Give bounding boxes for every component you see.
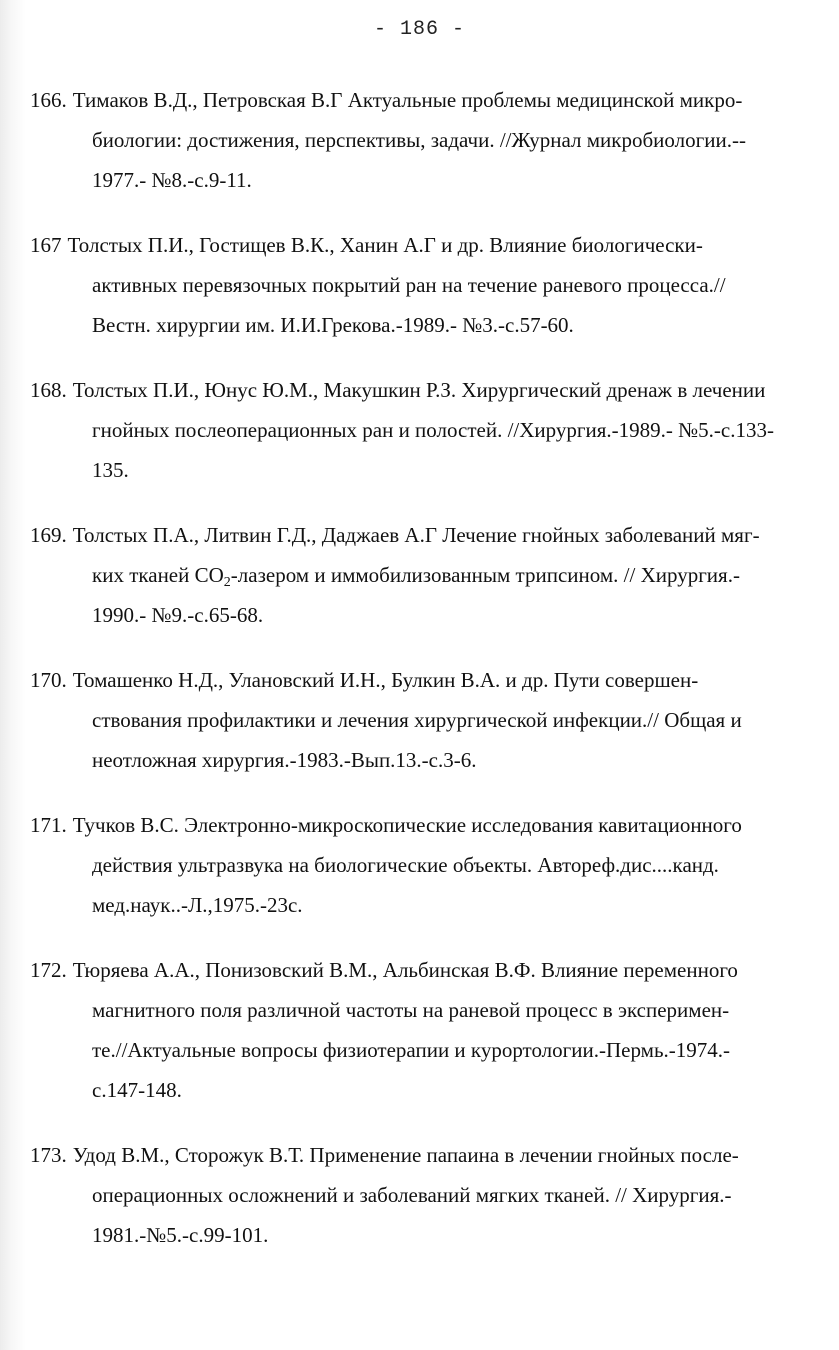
reference-continuation-line — [0, 700, 839, 740]
reference-first-line — [0, 950, 839, 990]
reference-continuation-line — [0, 1030, 839, 1070]
reference-text: 1981.-№5.-с.99-101. — [92, 1223, 269, 1247]
reference-text: действия ультразвука на биологические объекты. Автореф.дис....канд. — [92, 853, 719, 877]
reference-text: Толстых П.А., Литвин Г.Д., Даджаев А.Г Лечение гнойных заболеваний мяг- — [72, 523, 760, 547]
reference-list — [0, 80, 839, 1280]
reference-text: операционных осложнений и заболеваний мягких тканей. // Хирургия.- — [92, 1183, 732, 1207]
reference-continuation-line — [0, 1215, 839, 1255]
reference-continuation-line — [0, 1070, 839, 1110]
reference-entry — [0, 225, 839, 345]
reference-entry — [0, 950, 839, 1110]
reference-first-line — [0, 515, 839, 555]
reference-entry — [0, 515, 839, 635]
reference-entry — [0, 805, 839, 925]
reference-text: Тучков В.С. Электронно-микроскопические исследования кавитационного — [72, 813, 742, 837]
reference-text: магнитного поля различной частоты на раневой процесс в эксперимен- — [92, 998, 730, 1022]
reference-first-line — [0, 80, 839, 120]
reference-entry — [0, 370, 839, 490]
reference-continuation-line — [0, 740, 839, 780]
reference-number: 167 — [30, 233, 62, 257]
reference-continuation-line — [0, 120, 839, 160]
reference-entry — [0, 660, 839, 780]
reference-continuation-line — [0, 265, 839, 305]
reference-text: с.147-148. — [92, 1078, 182, 1102]
reference-entry — [0, 80, 839, 200]
reference-text: 135. — [92, 458, 129, 482]
reference-continuation-line — [0, 305, 839, 345]
reference-text: активных перевязочных покрытий ран на течение раневого процесса.// — [92, 273, 726, 297]
reference-text: те.//Актуальные вопросы физиотерапии и курортологии.-Пермь.-1974.- — [92, 1038, 731, 1062]
reference-text: ствования профилактики и лечения хирургической инфекции.// Общая и — [92, 708, 742, 732]
reference-number: 170. — [30, 668, 67, 692]
reference-entry — [0, 1135, 839, 1255]
reference-first-line — [0, 225, 839, 265]
reference-first-line — [0, 1135, 839, 1175]
reference-number: 166. — [30, 88, 67, 112]
reference-text: Вестн. хирургии им. И.И.Грекова.-1989.- №3.-с.57-60. — [92, 313, 574, 337]
reference-text: ких тканей $CO_2$-лазером и иммобилизованным трипсином. // Хирургия.- — [92, 563, 740, 590]
reference-continuation-line — [0, 595, 839, 635]
reference-text: 1977.- №8.-с.9-11. — [92, 168, 252, 192]
reference-continuation-line — [0, 845, 839, 885]
reference-text: Удод В.М., Сторожук В.Т. Применение папаина в лечении гнойных после- — [72, 1143, 739, 1167]
page-number: - 186 - — [373, 18, 465, 41]
reference-continuation-line — [0, 1175, 839, 1215]
reference-number: 169. — [30, 523, 67, 547]
reference-number: 173. — [30, 1143, 67, 1167]
reference-text: гнойных послеоперационных ран и полостей. //Хирургия.-1989.- №5.-с.133- — [92, 418, 774, 442]
reference-number: 168. — [30, 378, 67, 402]
reference-text: 1990.- №9.-с.65-68. — [92, 603, 264, 627]
reference-first-line — [0, 660, 839, 700]
reference-continuation-line — [0, 450, 839, 490]
reference-continuation-line — [0, 160, 839, 200]
reference-continuation-line — [0, 885, 839, 925]
reference-first-line — [0, 805, 839, 845]
reference-text: Толстых П.И., Юнус Ю.М., Макушкин Р.З. Хирургический дренаж в лечении — [72, 378, 766, 402]
reference-text: Тимаков В.Д., Петровская В.Г Актуальные проблемы медицинской микро- — [72, 88, 743, 112]
reference-continuation-line — [0, 555, 839, 595]
reference-first-line — [0, 370, 839, 410]
reference-text: Томашенко Н.Д., Улановский И.Н., Булкин В.А. и др. Пути совершен- — [72, 668, 699, 692]
reference-text: биологии: достижения, перспективы, задачи. //Журнал микробиологии.-- — [92, 128, 746, 152]
reference-text: мед.наук..-Л.,1975.-23с. — [92, 893, 303, 917]
reference-number: 171. — [30, 813, 67, 837]
reference-text: Толстых П.И., Гостищев В.К., Ханин А.Г и др. Влияние биологически- — [67, 233, 703, 257]
reference-text: Тюряева А.А., Понизовский В.М., Альбинская В.Ф. Влияние переменного — [72, 958, 738, 982]
reference-text: неотложная хирургия.-1983.-Вып.13.-с.3-6. — [92, 748, 477, 772]
reference-continuation-line — [0, 990, 839, 1030]
reference-continuation-line — [0, 410, 839, 450]
reference-number: 172. — [30, 958, 67, 982]
